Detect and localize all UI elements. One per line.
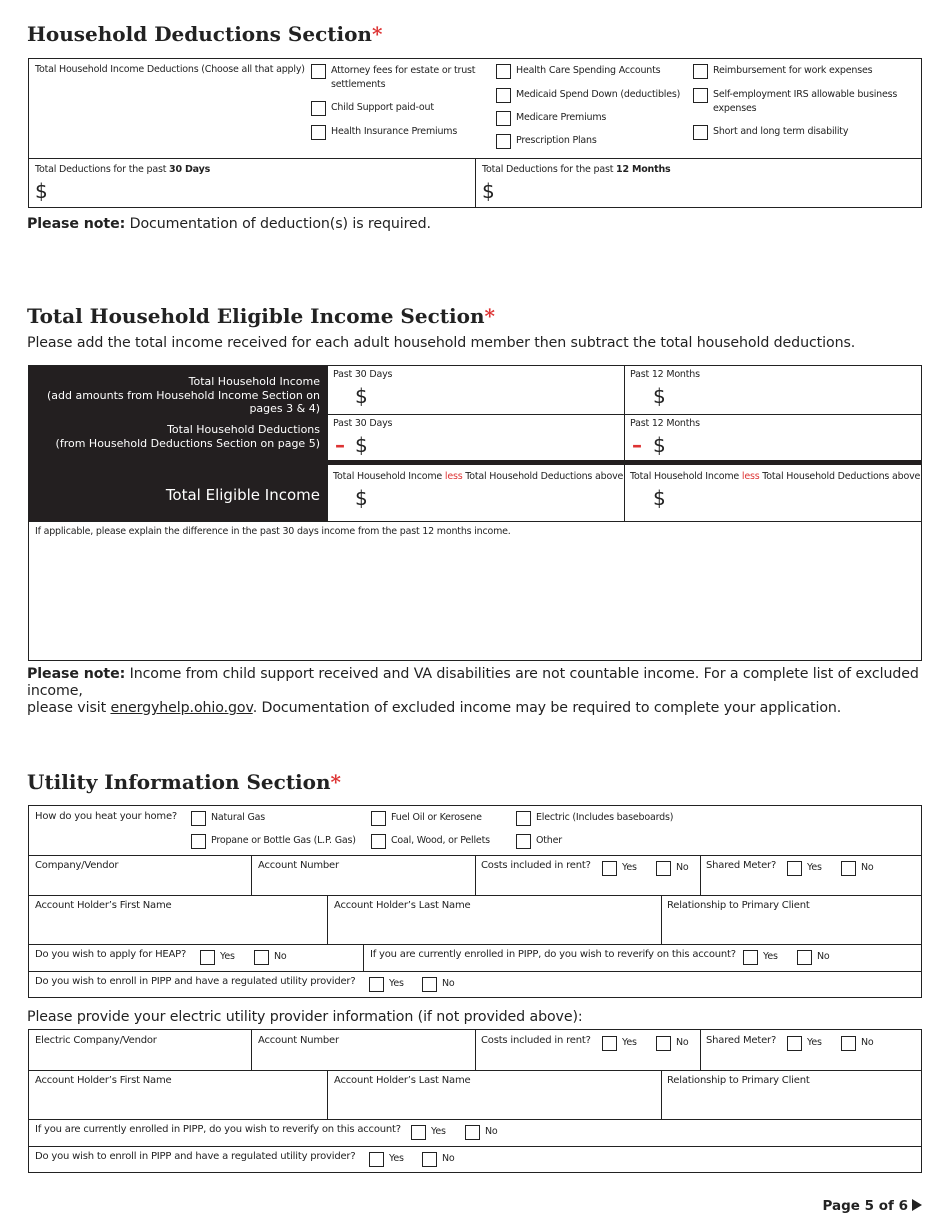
electric-pipp-reverify-question: If you are currently enrolled in PIPP, do you wish to reverify on this account? — [35, 1124, 401, 1135]
holder-first-name-field[interactable]: Account Holder’s First Name — [35, 900, 172, 911]
income-past12-field[interactable]: $ — [653, 384, 666, 408]
shared-meter-label: Shared Meter? — [706, 860, 777, 871]
total-deductions-30-label: Total Deductions for the past 30 Days — [35, 164, 211, 175]
electric-relationship-field[interactable]: Relationship to Primary Client — [667, 1075, 810, 1086]
electric-account-number-field[interactable]: Account Number — [258, 1035, 339, 1046]
checkbox-health-care-spending[interactable] — [496, 64, 511, 79]
checkbox-meter-no[interactable] — [841, 861, 856, 876]
electric-provider-intro: Please provide your electric utility provider information (if not provided above): — [27, 1009, 583, 1025]
enroll-yes-label: Yes — [389, 978, 404, 989]
checkbox-electric-enroll-no[interactable] — [422, 1152, 437, 1167]
checkbox-enroll-no[interactable] — [422, 977, 437, 992]
checkbox-electric-enroll-yes[interactable] — [369, 1152, 384, 1167]
heat-option-fuel-oil: Fuel Oil or Kerosene — [391, 812, 482, 823]
deductions-note: Please note: Documentation of deduction(s) is required. — [27, 216, 431, 232]
checkbox-prescription-plans[interactable] — [496, 134, 511, 149]
meter-no-label: No — [861, 862, 874, 873]
row-total-eligible-income-label: Total Eligible Income — [165, 486, 320, 504]
electric-utility-table — [28, 1029, 922, 1173]
rent-no-label: No — [676, 862, 689, 873]
checkbox-electric-meter-yes[interactable] — [787, 1036, 802, 1051]
explain-difference-label: If applicable, please explain the difference in the past 30 days income from the past 12 months income. — [35, 526, 511, 537]
checkbox-reverify-yes[interactable] — [743, 950, 758, 965]
utility-section-title: Utility Information Section* — [27, 770, 342, 794]
deductions-past30-label: Past 30 Days — [333, 418, 393, 429]
eligible-labels-column — [29, 366, 327, 521]
electric-reverify-no-label: No — [485, 1126, 498, 1137]
electric-reverify-yes-label: Yes — [431, 1126, 446, 1137]
electric-company-field[interactable]: Electric Company/Vendor — [35, 1035, 157, 1046]
option-medicare-premiums: Medicare Premiums — [516, 112, 607, 123]
account-number-field[interactable]: Account Number — [258, 860, 339, 871]
heat-option-electric: Electric (Includes baseboards) — [536, 812, 674, 823]
row-total-household-income-label: Total Household Income (add amounts from Household Income Section on pages 3 & 4) — [46, 375, 320, 415]
option-medicaid-spend-down: Medicaid Spend Down (deductibles) — [516, 89, 681, 100]
eligible-past12-field[interactable]: $ — [653, 486, 666, 510]
eligible-note: Please note: Income from child support received and VA disabilities are not countable income. For a complete list of excluded income, please visit energyhelp.ohio.gov. Documentation of excluded income may be required to complete your application. — [27, 666, 919, 716]
checkbox-coal-wood[interactable] — [371, 834, 386, 849]
checkbox-fuel-oil[interactable] — [371, 811, 386, 826]
checkbox-medicare-premiums[interactable] — [496, 111, 511, 126]
eligible-past30-field[interactable]: $ — [355, 486, 368, 510]
energyhelp-link[interactable]: energyhelp.ohio.gov — [110, 700, 253, 716]
option-child-support: Child Support paid-out — [331, 102, 434, 113]
explain-difference-textarea[interactable] — [31, 541, 919, 658]
heat-option-coal-wood: Coal, Wood, or Pellets — [391, 835, 490, 846]
option-attorney-fees: Attorney fees for estate or trust settlements — [331, 65, 476, 90]
electric-pipp-enroll-question: Do you wish to enroll in PIPP and have a regulated utility provider? — [35, 1151, 356, 1162]
eligible-past30-label: Total Household Income less Total Household Deductions above — [333, 471, 624, 482]
checkbox-electric-meter-no[interactable] — [841, 1036, 856, 1051]
heat-question: How do you heat your home? — [35, 811, 178, 822]
pipp-enroll-question: Do you wish to enroll in PIPP and have a regulated utility provider? — [35, 976, 356, 987]
heat-option-natural-gas: Natural Gas — [211, 812, 265, 823]
checkbox-health-insurance[interactable] — [311, 125, 326, 140]
checkbox-attorney-fees[interactable] — [311, 64, 326, 79]
company-vendor-field[interactable]: Company/Vendor — [35, 860, 119, 871]
heap-question: Do you wish to apply for HEAP? — [35, 949, 187, 960]
total-deductions-12-label: Total Deductions for the past 12 Months — [482, 164, 671, 175]
checkbox-reverify-no[interactable] — [797, 950, 812, 965]
eligible-income-table — [28, 365, 922, 661]
checkbox-heap-no[interactable] — [254, 950, 269, 965]
electric-shared-meter-label: Shared Meter? — [706, 1035, 777, 1046]
deductions-choose-label: Total Household Income Deductions (Choose all that apply) — [35, 64, 305, 75]
total-deductions-30-field[interactable]: $ — [35, 179, 48, 203]
costs-in-rent-label: Costs included in rent? — [481, 860, 591, 871]
minus-icon: – — [632, 433, 642, 457]
checkbox-self-employment[interactable] — [693, 88, 708, 103]
electric-enroll-yes-label: Yes — [389, 1153, 404, 1164]
option-health-insurance: Health Insurance Premiums — [331, 126, 458, 137]
electric-rent-yes-label: Yes — [622, 1037, 637, 1048]
checkbox-enroll-yes[interactable] — [369, 977, 384, 992]
income-past30-label: Past 30 Days — [333, 369, 393, 380]
checkbox-electric-reverify-yes[interactable] — [411, 1125, 426, 1140]
rent-yes-label: Yes — [622, 862, 637, 873]
eligible-intro: Please add the total income received for each adult household member then subtract the total household deductions. — [27, 335, 856, 351]
heap-yes-label: Yes — [220, 951, 235, 962]
income-past30-field[interactable]: $ — [355, 384, 368, 408]
deductions-past30-field[interactable]: $ — [355, 433, 368, 457]
electric-costs-in-rent-label: Costs included in rent? — [481, 1035, 591, 1046]
heap-no-label: No — [274, 951, 287, 962]
minus-icon: – — [335, 433, 345, 457]
checkbox-electric[interactable] — [516, 811, 531, 826]
deductions-past12-field[interactable]: $ — [653, 433, 666, 457]
next-arrow-icon — [912, 1199, 922, 1211]
checkbox-propane[interactable] — [191, 834, 206, 849]
reverify-no-label: No — [817, 951, 830, 962]
option-disability: Short and long term disability — [713, 126, 849, 137]
checkbox-rent-no[interactable] — [656, 861, 671, 876]
option-reimbursement: Reimbursement for work expenses — [713, 65, 873, 76]
utility-table — [28, 805, 922, 998]
checkbox-rent-yes[interactable] — [602, 861, 617, 876]
checkbox-electric-rent-yes[interactable] — [602, 1036, 617, 1051]
checkbox-medicaid-spend-down[interactable] — [496, 88, 511, 103]
heat-option-other: Other — [536, 835, 562, 846]
electric-rent-no-label: No — [676, 1037, 689, 1048]
eligible-past12-label: Total Household Income less Total Household Deductions above — [630, 471, 921, 482]
page-number: Page 5 of 6 — [823, 1198, 923, 1214]
option-prescription-plans: Prescription Plans — [516, 135, 597, 146]
electric-meter-yes-label: Yes — [807, 1037, 822, 1048]
checkbox-natural-gas[interactable] — [191, 811, 206, 826]
relationship-field[interactable]: Relationship to Primary Client — [667, 900, 810, 911]
checkbox-electric-reverify-no[interactable] — [465, 1125, 480, 1140]
holder-last-name-field[interactable]: Account Holder’s Last Name — [334, 900, 471, 911]
electric-meter-no-label: No — [861, 1037, 874, 1048]
pipp-reverify-question: If you are currently enrolled in PIPP, do you wish to reverify on this account? — [370, 949, 736, 960]
deductions-table — [28, 58, 922, 208]
eligible-section-title: Total Household Eligible Income Section* — [27, 304, 495, 328]
income-past12-label: Past 12 Months — [630, 369, 700, 380]
checkbox-meter-yes[interactable] — [787, 861, 802, 876]
electric-enroll-no-label: No — [442, 1153, 455, 1164]
checkbox-heap-yes[interactable] — [200, 950, 215, 965]
checkbox-other[interactable] — [516, 834, 531, 849]
option-self-employment: Self-employment IRS allowable business expenses — [713, 89, 898, 114]
reverify-yes-label: Yes — [763, 951, 778, 962]
total-deductions-12-field[interactable]: $ — [482, 179, 495, 203]
electric-holder-last-name-field[interactable]: Account Holder’s Last Name — [334, 1075, 471, 1086]
option-health-care-spending: Health Care Spending Accounts — [516, 65, 661, 76]
meter-yes-label: Yes — [807, 862, 822, 873]
checkbox-child-support[interactable] — [311, 101, 326, 116]
heat-option-propane: Propane or Bottle Gas (L.P. Gas) — [211, 835, 356, 846]
checkbox-reimbursement[interactable] — [693, 64, 708, 79]
electric-holder-first-name-field[interactable]: Account Holder’s First Name — [35, 1075, 172, 1086]
checkbox-disability[interactable] — [693, 125, 708, 140]
deductions-section-title: Household Deductions Section* — [27, 22, 383, 46]
checkbox-electric-rent-no[interactable] — [656, 1036, 671, 1051]
enroll-no-label: No — [442, 978, 455, 989]
deductions-past12-label: Past 12 Months — [630, 418, 700, 429]
row-total-household-deductions-label: Total Household Deductions (from Household Deductions Section on page 5) — [55, 423, 320, 450]
